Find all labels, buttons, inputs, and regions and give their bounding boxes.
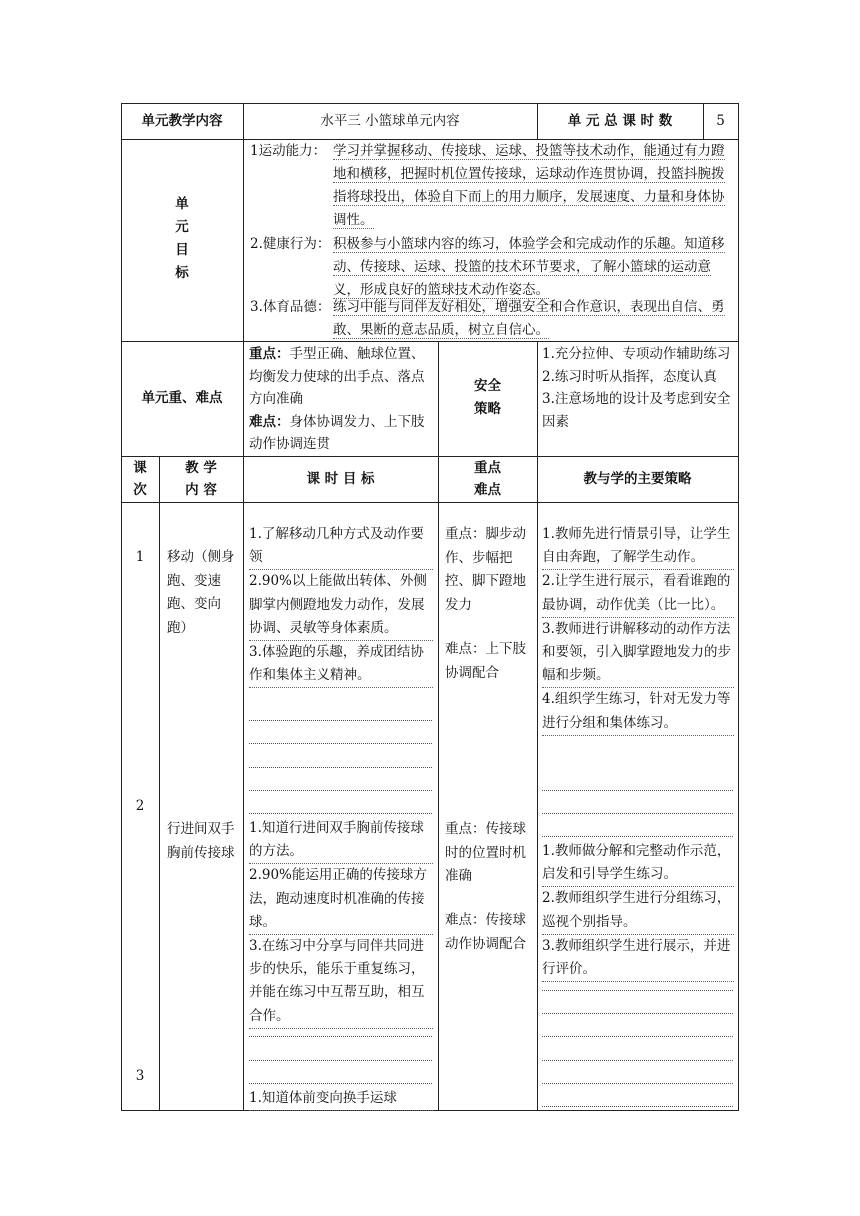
table-border: [121, 502, 739, 503]
label-char: 单: [175, 196, 189, 212]
blank-rule: [249, 743, 432, 744]
goal-motor-prefix: 1运动能力：: [250, 143, 327, 159]
safety-item: 2.练习时听从指挥，态度认真: [542, 368, 717, 385]
goal-ethic-text: 练习中能与同伴友好相处，增强安全和合作意识，表现出自信、勇敢、果断的意志品质，树立自信心。: [333, 299, 725, 338]
lesson-goal: 1.知道体前变向换手运球: [249, 1087, 433, 1111]
table-border: [438, 456, 439, 1110]
lesson-goal: 3.体验跑的乐趣，养成团结协作和集体主义精神。: [249, 641, 433, 688]
goal-health: [250, 233, 734, 302]
lesson-content: 行进间双手胸前传接球: [167, 821, 235, 861]
strategy-item: 4.组织学生练习，针对无发力等进行分组和集体练习。: [542, 688, 734, 735]
goal-ethic: [250, 296, 734, 342]
goal-motor-text: 学习并掌握移动、传接球、运球、投篮等技术动作，能通过有力蹬地和横移，把握时机位置传接球，运球动作连贯协调，投篮抖腕拨指将球投出，体验自下而上的用力顺序，发展速度、力量和身体协调性。: [333, 143, 725, 228]
blank-rule: [249, 720, 432, 721]
lesson-number: 2: [135, 798, 145, 814]
lesson-goal: 3.在练习中分享与同伴共同进步的快乐，能乐于重复练习，并能在练习中互帮互助，相互合作。: [249, 935, 433, 1029]
strategy-item: 1.教师做分解和完整动作示范，启发和引导学生练习。: [542, 840, 734, 887]
label-char: 目: [175, 242, 189, 258]
unit-hours-value: 5: [716, 113, 725, 129]
unit-hours-label: 单 元 总 课 时 数: [567, 113, 673, 129]
blank-rule: [249, 1083, 432, 1084]
unit-content-value: 水平三 小篮球单元内容: [320, 113, 460, 129]
table-border: [537, 341, 538, 456]
lesson-3-goals: [249, 1087, 433, 1111]
goal-health-text: 积极参与小篮球内容的练习，体验学会和完成动作的乐趣。知道移动、传接球、运球、投篮的技术环节要求，了解小篮球的运动意义，形成良好的篮球技术动作姿态。: [333, 236, 725, 298]
strategy-item: 2.让学生进行展示，看看谁跑的最协调，动作优美（比一比）。: [542, 570, 734, 617]
lesson-2-diff: 难点：传接球动作协调配合: [445, 912, 526, 952]
keypoints-text: [249, 343, 435, 456]
col-content-line: 内 容: [185, 482, 217, 498]
goal-ethic-prefix: 3.体育品德：: [250, 299, 331, 315]
blank-rule: [542, 836, 733, 837]
blank-rule: [249, 813, 432, 814]
strategy-item: 2.教师组织学生进行分组练习，巡视个别指导。: [542, 887, 734, 934]
lesson-goal: 1.了解移动几种方式及动作要领: [249, 523, 433, 570]
table-border: [159, 456, 160, 1110]
strategy-item: 1.教师先进行情景引导，让学生自由奔跑，了解学生动作。: [542, 523, 734, 570]
lesson-2-strategies: [542, 840, 734, 982]
unit-goals-label: [121, 193, 243, 285]
blank-rule: [542, 790, 733, 791]
blank-rule: [542, 1106, 733, 1107]
blank-rule: [542, 990, 733, 991]
blank-rule: [249, 790, 432, 791]
col-key-diff-line: 难点: [474, 482, 501, 498]
col-key-diff: [438, 457, 537, 501]
diff-label: 难点：: [249, 413, 290, 430]
blank-rule: [542, 1083, 733, 1084]
blank-rule: [249, 1060, 432, 1061]
unit-content-label: 单元教学内容: [141, 113, 223, 129]
blank-rule: [249, 767, 432, 768]
lesson-content: 移动（侧身跑、变速跑、变向跑）: [167, 549, 235, 636]
goal-health-prefix: 2.健康行为：: [250, 236, 331, 252]
col-goal: 课 时 目 标: [306, 471, 375, 487]
lesson-2-goals: [249, 817, 433, 1029]
lesson-1-diff: 难点：上下肢协调配合: [445, 641, 526, 681]
col-strategy: 教与学的主要策略: [583, 471, 692, 487]
blank-rule: [542, 1013, 733, 1014]
blank-rule: [542, 1060, 733, 1061]
safety-label-line: 策略: [474, 401, 501, 417]
col-content-line: 教 学: [185, 460, 217, 476]
diff-text: 身体协调发力、上下肢动作协调连贯: [249, 413, 425, 452]
safety-label-line: 安全: [474, 378, 501, 394]
key-label: 重点：: [249, 346, 290, 362]
safety-item: 1.充分拉伸、专项动作辅助练习: [542, 346, 731, 362]
lesson-1-key: 重点：脚步动作、步幅把控、脚下蹬地发力: [445, 526, 526, 613]
lesson-goal: 2.90%以上能做出转体、外侧脚掌内侧蹬地发力动作，发展协调、灵敏等身体素质。: [249, 570, 433, 641]
lesson-1-strategies: [542, 523, 734, 736]
blank-rule: [249, 1036, 432, 1037]
safety-label: [438, 375, 537, 421]
safety-item: 3.注意场地的设计及考虑到安全因素: [542, 391, 731, 430]
lesson-goal: 1.知道行进间双手胸前传接球的方法。: [249, 817, 433, 864]
lesson-2-key: 重点：传接球时的位置时机准确: [445, 821, 526, 884]
table-border: [243, 139, 244, 341]
table-border: [243, 341, 244, 456]
col-content: [159, 457, 243, 501]
table-border: [121, 103, 739, 104]
goal-motor: [250, 140, 734, 232]
lesson-number: 3: [135, 1068, 145, 1084]
keypoints-label: 单元重、难点: [141, 390, 223, 406]
table-border: [243, 456, 244, 1110]
table-border: [537, 456, 538, 1110]
col-lesson-no-line: 课: [133, 460, 147, 476]
label-char: 元: [175, 219, 189, 235]
key-text: 手型正确、触球位置、均衡发力使球的出手点、落点方向准确: [249, 346, 425, 407]
strategy-item: 3.教师组织学生进行展示，并进行评价。: [542, 935, 734, 982]
label-char: 标: [175, 265, 189, 281]
col-lesson-no-line: 次: [133, 482, 147, 498]
lesson-number: 1: [135, 549, 145, 565]
safety-items: [542, 343, 734, 433]
col-key-diff-line: 重点: [474, 460, 501, 476]
blank-rule: [542, 1036, 733, 1037]
lesson-1-goals: [249, 523, 433, 688]
lesson-goal: 2.90%能运用正确的传接球方法，跑动速度时机准确的传接球。: [249, 864, 433, 935]
table-border: [738, 103, 739, 1110]
strategy-item: 3.教师进行讲解移动的动作方法和要领，引入脚掌蹬地发力的步幅和步频。: [542, 618, 734, 689]
col-lesson-no: [121, 457, 159, 501]
blank-rule: [542, 813, 733, 814]
